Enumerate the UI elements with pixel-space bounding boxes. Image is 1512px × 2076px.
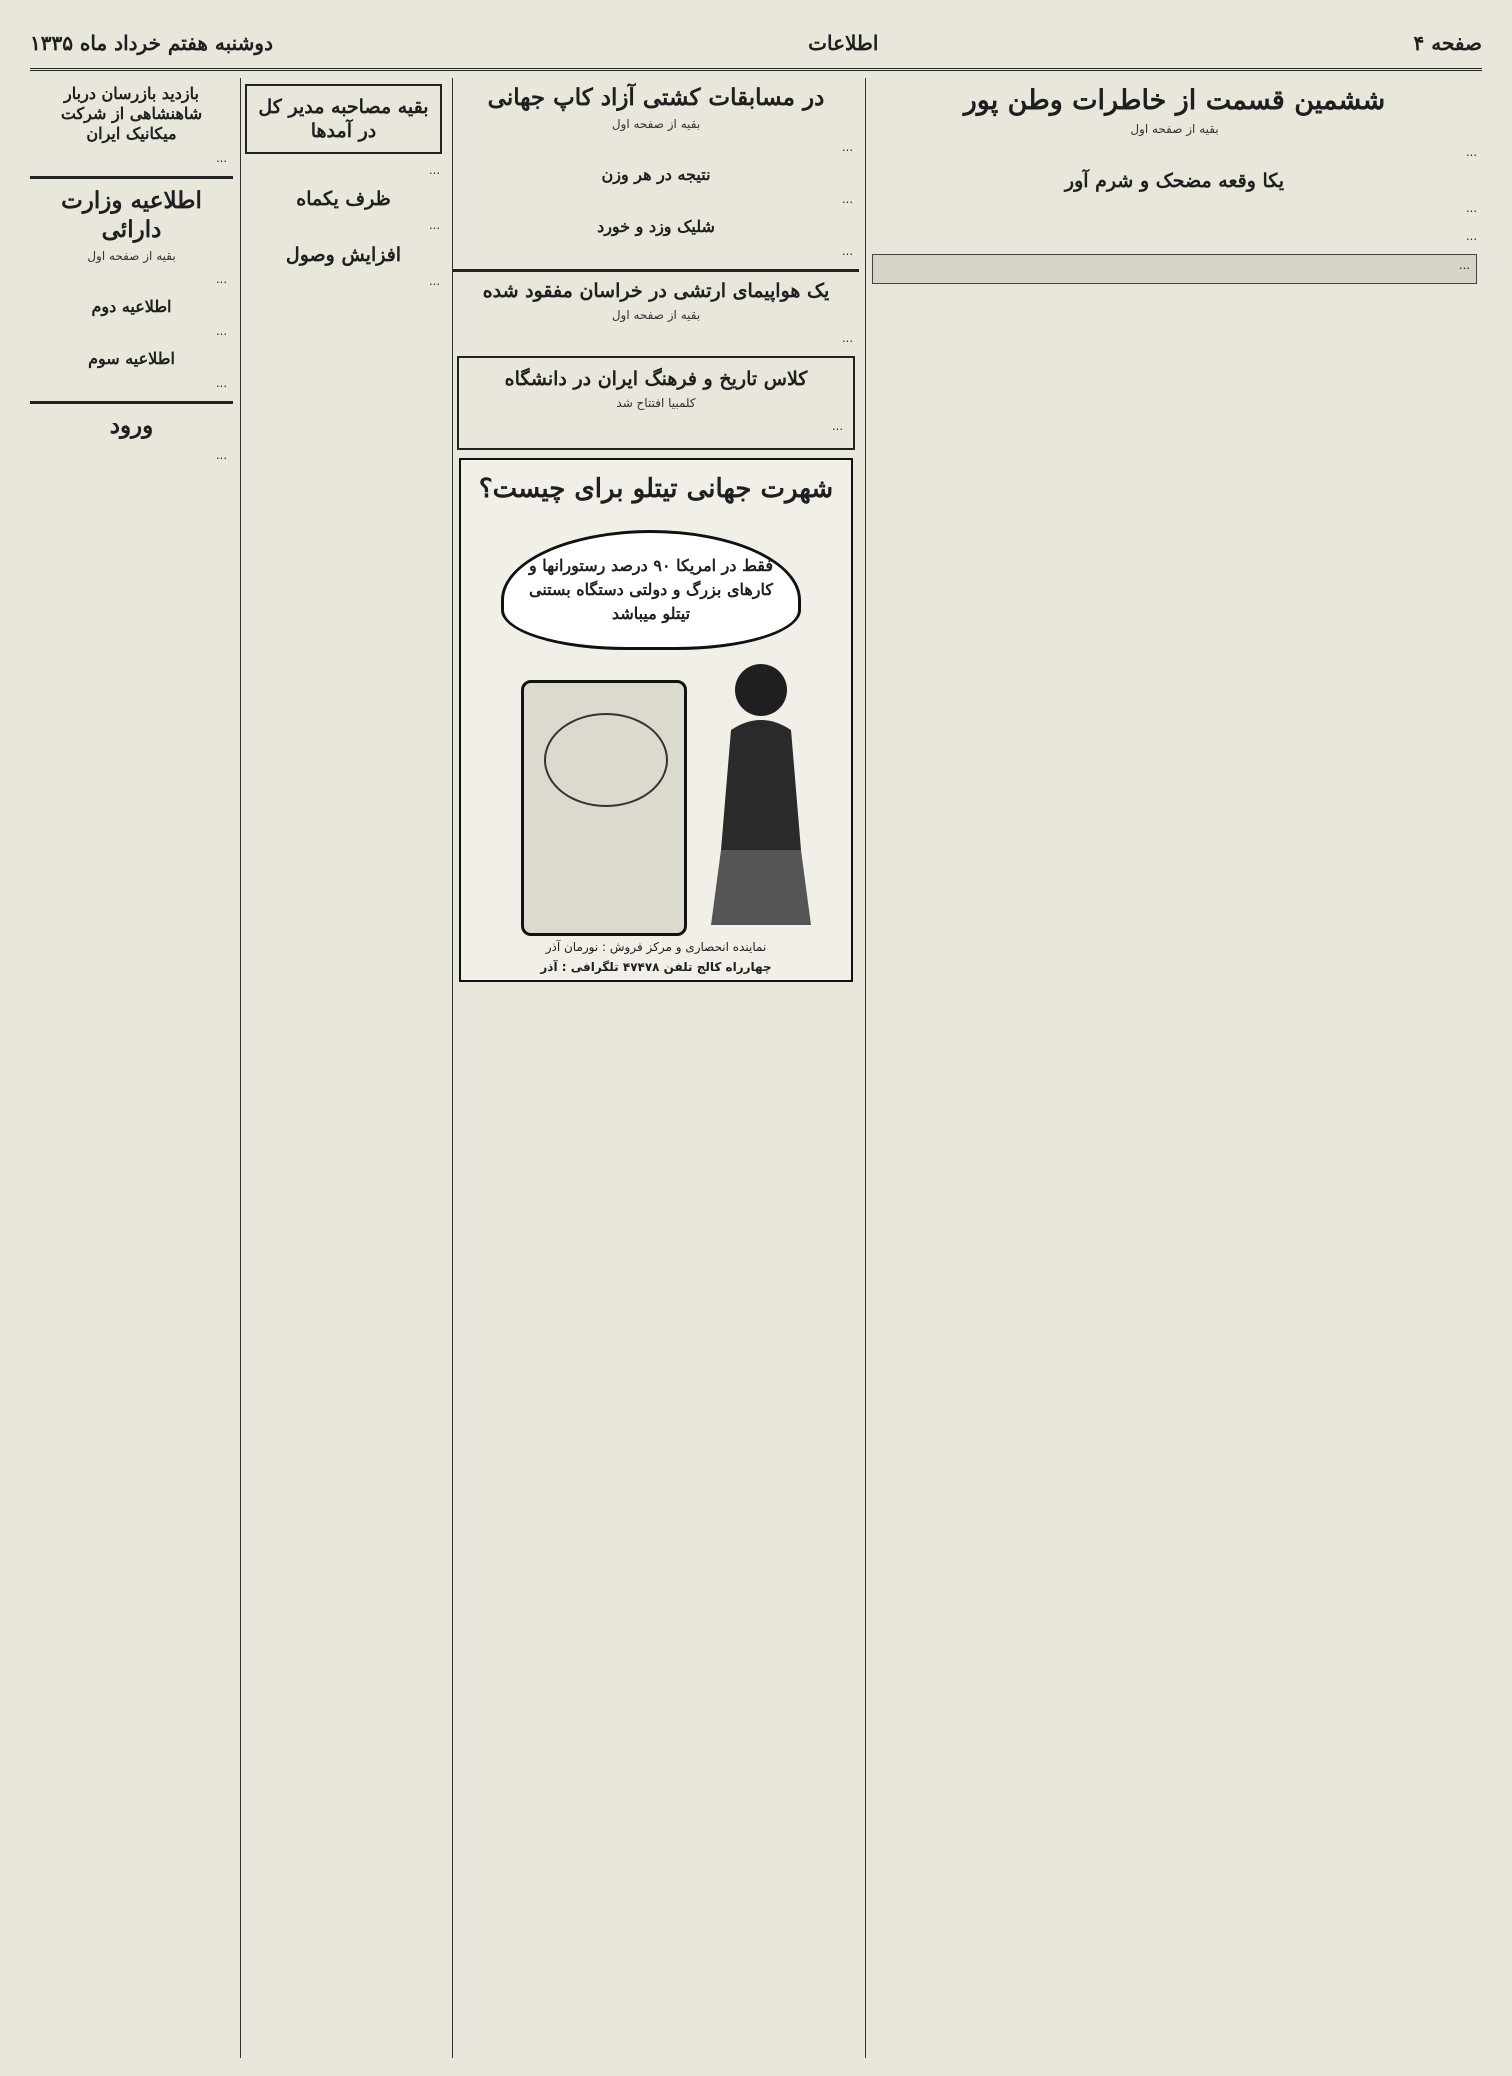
article-text: ...: [216, 271, 227, 286]
boxed-article: [457, 356, 855, 450]
advertisement: [459, 458, 853, 982]
article-headline: ششمین قسمت از خاطرات وطن پور: [963, 85, 1386, 116]
article-subtitle: بقیه از صفحه اول: [1130, 121, 1219, 136]
article-subtitle: کلمبیا افتتاح شد: [616, 395, 696, 410]
article-subtitle: بقیه از صفحه اول: [611, 307, 701, 322]
section-headline: یکا وقعه مضحک و شرم آور: [1064, 169, 1285, 192]
article-subtitle: بقیه از صفحه اول: [87, 248, 176, 263]
article-text: ...: [429, 162, 440, 177]
article-headline: بقیه مصاحبه مدیر کل در آمدها: [258, 96, 429, 142]
ad-speech-cloud: فقط در امریکا ۹۰ درصد رستورانها و کارهای بزرگ و دولتی دستگاه بستنی تیتلو میباشد: [501, 530, 801, 650]
woman-illustration: [701, 650, 821, 930]
article-subtitle: بقیه از صفحه اول: [611, 116, 701, 131]
article-text: ...: [1466, 200, 1477, 215]
section-headline: اطلاعیه سوم: [88, 348, 175, 368]
article-text: ...: [1459, 257, 1470, 272]
column-middle: [452, 78, 859, 2058]
section-headline: ظرف یکماه: [296, 187, 391, 210]
section-headline: ورود: [109, 412, 154, 439]
column-right: [865, 78, 1483, 2058]
ad-address: چهارراه کالج تلفن ۴۷۴۷۸ تلگرافی : آذر: [540, 959, 772, 974]
article-headline: در مسابقات کشتی آزاد کاپ جهانی: [487, 84, 825, 111]
article-text: ...: [216, 447, 227, 462]
article-text: ...: [429, 274, 440, 289]
article-text: ...: [832, 418, 843, 433]
article-headline: بازدید بازرسان دربار شاهنشاهی از شرکت میکانیک ایران: [60, 84, 203, 143]
article-text: ...: [216, 323, 227, 338]
article-text: ...: [1466, 144, 1477, 159]
masthead: [30, 18, 1482, 71]
article-headline: اطلاعیه وزارت دارائی: [61, 187, 202, 243]
ice-cream-machine-illustration: [521, 680, 687, 936]
article-text: ...: [216, 151, 227, 165]
article-text: ...: [842, 139, 853, 154]
section-headline: نتیجه در هر وزن: [601, 164, 711, 184]
section-headline: شلیک وزد و خورد: [597, 217, 715, 236]
article-headline: کلاس تاریخ و فرهنگ ایران در دانشگاه: [504, 368, 808, 390]
page-number: صفحه ۴: [1413, 31, 1482, 55]
article-text: ...: [842, 330, 853, 345]
column-middle-narrow: [240, 78, 446, 2058]
article-text: ...: [842, 191, 853, 206]
article-headline: یک هواپیمای ارتشی در خراسان مفقود شده: [482, 280, 830, 303]
article-text: ...: [842, 244, 853, 258]
article-text: ...: [216, 375, 227, 390]
issue-date: دوشنبه هفتم خرداد ماه ۱۳۳۵: [30, 31, 273, 55]
section-headline: اطلاعیه دوم: [91, 296, 172, 316]
section-headline: افزایش وصول: [285, 243, 402, 266]
newspaper-title: اطلاعات: [808, 31, 879, 55]
article-text: ...: [429, 218, 440, 233]
boxed-headline: [245, 84, 442, 154]
ad-distributor: نماینده انحصاری و مرکز فروش : نورمان آذر: [545, 939, 767, 954]
highlighted-passage: [872, 254, 1477, 284]
column-left: [30, 78, 233, 2058]
ad-title: شهرت جهانی تیتلو برای چیست؟: [478, 473, 834, 504]
article-text: ...: [1466, 228, 1477, 243]
